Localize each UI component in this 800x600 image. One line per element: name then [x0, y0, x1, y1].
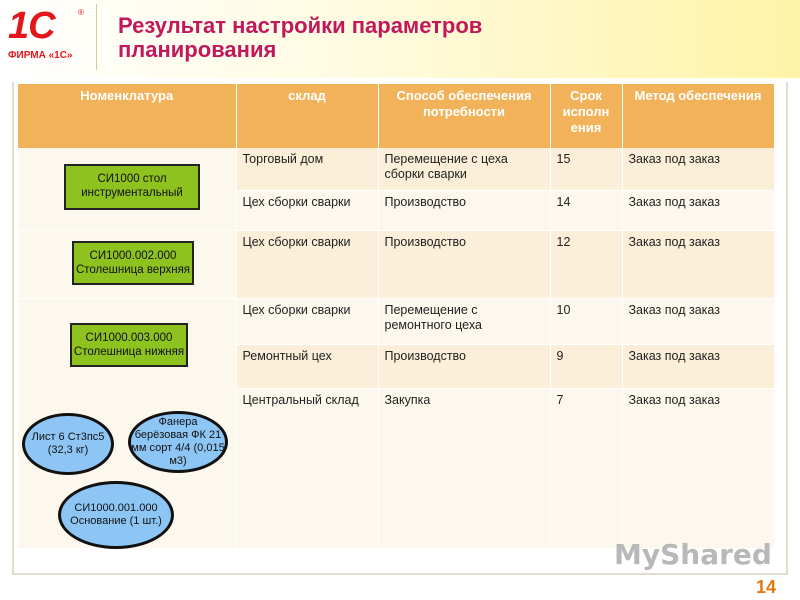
cell-method: Перемещение с ремонтного цеха — [378, 298, 550, 344]
header-supply: Метод обеспечения — [622, 84, 774, 148]
item-node-bottom: СИ1000.003.000 Столешница нижняя — [70, 323, 188, 367]
item-node-top: СИ1000.002.000 Столешница верхняя — [72, 241, 194, 285]
item-oval-sheet: Лист 6 Ст3пс5 (32,3 кг) — [22, 413, 114, 475]
item-node-stol: СИ1000 стол инструментальный — [64, 164, 200, 210]
cell-supply: Заказ под заказ — [622, 230, 774, 298]
cell-term: 9 — [550, 344, 622, 388]
item-cell-stol — [18, 148, 236, 230]
cell-warehouse: Ремонтный цех — [236, 344, 378, 388]
watermark — [608, 536, 770, 572]
item-cell-bottom — [18, 298, 236, 548]
cell-warehouse: Цех сборки сварки — [236, 230, 378, 298]
table-row — [18, 230, 774, 298]
header-warehouse: склад — [236, 84, 378, 148]
cell-supply: Заказ под заказ — [622, 344, 774, 388]
planning-table — [18, 84, 775, 549]
table-header-row — [18, 84, 774, 148]
logo-subtitle: ФИРМА «1С» — [8, 50, 73, 61]
table-row — [18, 148, 774, 190]
cell-supply: Заказ под заказ — [622, 148, 774, 190]
table-row — [18, 298, 774, 344]
cell-warehouse: Центральный склад — [236, 388, 378, 548]
header-term: Срок исполн ения — [550, 84, 622, 148]
cell-method: Закупка — [378, 388, 550, 548]
cell-term: 12 — [550, 230, 622, 298]
cell-method: Перемещение с цеха сборки сварки — [378, 148, 550, 190]
watermark-text: MyShared — [614, 537, 772, 571]
item-oval-base: СИ1000.001.000 Основание (1 шт.) — [58, 481, 174, 549]
cell-warehouse: Цех сборки сварки — [236, 190, 378, 230]
cell-method: Производство — [378, 344, 550, 388]
company-logo — [8, 6, 90, 68]
cell-method: Производство — [378, 190, 550, 230]
cell-supply: Заказ под заказ — [622, 298, 774, 344]
logo-mark: 1С — [8, 5, 55, 47]
frame-bottom — [12, 573, 788, 575]
cell-term: 7 — [550, 388, 622, 548]
slide-title: Результат настройки параметров планирования — [118, 13, 483, 62]
cell-method: Производство — [378, 230, 550, 298]
cell-supply: Заказ под заказ — [622, 388, 774, 548]
item-cell-top — [18, 230, 236, 298]
cell-term: 10 — [550, 298, 622, 344]
logo-registered: ® — [78, 8, 84, 17]
frame-left — [12, 82, 14, 574]
page-number: 14 — [756, 577, 777, 597]
cell-warehouse: Торговый дом — [236, 148, 378, 190]
frame-right — [786, 82, 788, 575]
item-oval-plywood: Фанера берёзовая ФК 21 мм сорт 4/4 (0,015 м3) — [128, 411, 228, 473]
cell-supply: Заказ под заказ — [622, 190, 774, 230]
cell-term: 15 — [550, 148, 622, 190]
cell-warehouse: Цех сборки сварки — [236, 298, 378, 344]
header-nomenclature: Номенклатура — [18, 84, 236, 148]
header-method: Способ обеспечения потребности — [378, 84, 550, 148]
cell-term: 14 — [550, 190, 622, 230]
logo-divider — [96, 4, 97, 70]
